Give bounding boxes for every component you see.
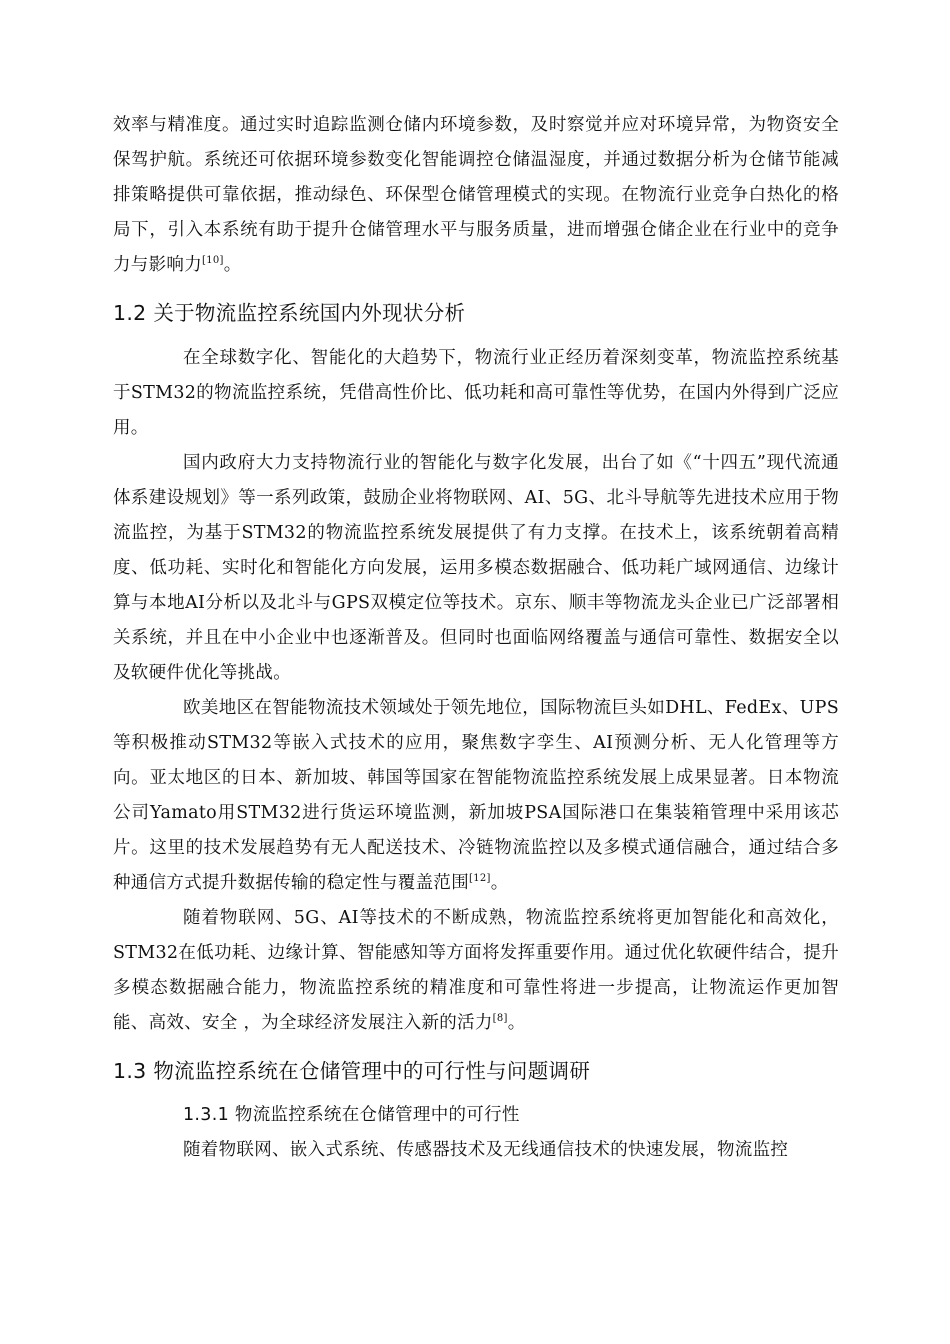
section-1-2-paragraph-4: [113, 901, 839, 1041]
intro-text: 效率与精准度。通过实时追踪监测仓储内环境参数，及时察觉并应对环境异常，为物资安全保驾护航。系统还可依据环境参数变化智能调控仓储温湿度，并通过数据分析为仓储节能减排策略提供可靠依据，推动绿色、环保型仓储管理模式的实现。在物流行业竞争白热化的格局下，引入本系统有助于提升仓储管理水平与服务质量，进而增强仓储企业在行业中的竞争力与影响力: [113, 115, 839, 275]
citation-ref: [8]: [492, 1013, 508, 1025]
page-content: [113, 108, 839, 1168]
paragraph-3-text: 欧美地区在智能物流技术领域处于领先地位，国际物流巨头如DHL、FedEx、UPS等积极推动STM32等嵌入式技术的应用，聚焦数字孪生、AI预测分析、无人化管理等方向。亚太地区的日本、新加坡、韩国等国家在智能物流监控系统发展上成果显著。日本物流公司Yamato用STM32进行货运环境监测，新加坡PSA国际港口在集装箱管理中采用该芯片。这里的技术发展趋势有无人配送技术、冷链物流监控以及多模式通信融合，通过结合多种通信方式提升数据传输的稳定性与覆盖范围: [113, 698, 839, 893]
paragraph-4-text: 随着物联网、5G、AI等技术的不断成熟，物流监控系统将更加智能化和高效化，STM32在低功耗、边缘计算、智能感知等方面将发挥重要作用。通过优化软硬件结合，提升多模态数据融合能力，物流监控系统的精准度和可靠性将进一步提高，让物流运作更加智能、高效、安全 ，为全球经济发展注入新的活力: [113, 908, 839, 1033]
section-heading-1-2: 1.2 关于物流监控系统国内外现状分析: [113, 301, 466, 325]
citation-ref: [10]: [202, 255, 224, 267]
section-heading-1-3: 1.3 物流监控系统在仓储管理中的可行性与问题调研: [113, 1059, 591, 1083]
intro-paragraph: [113, 108, 839, 283]
subsection-heading-1-3-1: 1.3.1 物流监控系统在仓储管理中的可行性: [183, 1105, 520, 1125]
paragraph-4-end: 。: [507, 1013, 526, 1033]
paragraph-3-end: 。: [490, 873, 509, 893]
intro-end: 。: [223, 255, 242, 275]
citation-ref: [12]: [469, 873, 491, 885]
section-1-2-paragraph-3: [113, 691, 839, 901]
section-1-3-paragraph-1: 随着物联网、嵌入式系统、传感器技术及无线通信技术的快速发展，物流监控: [183, 1140, 789, 1160]
section-1-2-paragraph-1: 在全球数字化、智能化的大趋势下，物流行业正经历着深刻变革，物流监控系统基于STM32的物流监控系统，凭借高性价比、低功耗和高可靠性等优势，在国内外得到广泛应用。: [113, 348, 839, 438]
section-1-2-paragraph-2: 国内政府大力支持物流行业的智能化与数字化发展，出台了如《“十四五”现代流通体系建设规划》等一系列政策，鼓励企业将物联网、AI、5G、北斗导航等先进技术应用于物流监控，为基于STM32的物流监控系统发展提供了有力支撑。在技术上，该系统朝着高精度、低功耗、实时化和智能化方向发展，运用多模态数据融合、低功耗广域网通信、边缘计算与本地AI分析以及北斗与GPS双模定位等技术。京东、顺丰等物流龙头企业已广泛部署相关系统，并且在中小企业中也逐渐普及。但同时也面临网络覆盖与通信可靠性、数据安全以及软硬件优化等挑战。: [113, 453, 839, 683]
